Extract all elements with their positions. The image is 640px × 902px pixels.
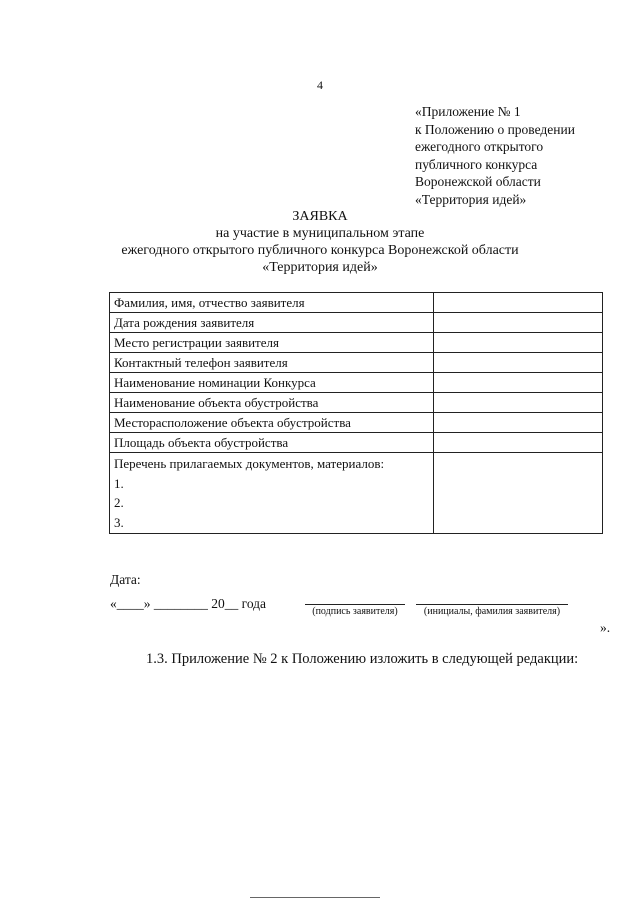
field-value-cell[interactable]: [434, 293, 603, 313]
closing-quote: ».: [600, 620, 611, 635]
document-item: 1.: [114, 475, 124, 491]
table-row: [110, 413, 603, 433]
table-row: [110, 313, 603, 333]
page-number: 4: [317, 78, 323, 92]
documents-cell: [110, 453, 434, 534]
form-subtitle-line: «Территория идей»: [262, 260, 378, 275]
appendix-line: Воронежской области: [415, 174, 541, 189]
appendix-line: «Приложение № 1: [415, 104, 521, 119]
form-heading: [0, 208, 640, 276]
amendment-paragraph: 1.3. Приложение № 2 к Положению изложить в следующей редакции:: [146, 651, 579, 667]
document-item: 2.: [114, 495, 124, 510]
appendix-reference: [415, 103, 575, 208]
field-value-cell[interactable]: [434, 313, 603, 333]
field-value-cell[interactable]: [434, 373, 603, 393]
date-label: Дата:: [110, 572, 141, 587]
field-label: Место регистрации заявителя: [110, 333, 434, 353]
table-row: [110, 333, 603, 353]
table-row: [110, 293, 603, 313]
appendix-line: ежегодного открытого: [415, 139, 544, 154]
signature-caption: (подпись заявителя): [305, 604, 405, 617]
field-value-cell[interactable]: [434, 333, 603, 353]
field-value-cell[interactable]: [434, 393, 603, 413]
field-label: Площадь объекта обустройства: [110, 433, 434, 453]
field-value-cell[interactable]: [434, 413, 603, 433]
field-value-cell[interactable]: [434, 433, 603, 453]
initials-caption: (инициалы, фамилия заявителя): [416, 604, 568, 617]
field-label: Контактный телефон заявителя: [110, 353, 434, 373]
field-value-cell[interactable]: [434, 453, 603, 534]
date-line: «____» ________ 20__ года: [110, 596, 267, 611]
table-row: [110, 433, 603, 453]
table-row: [110, 353, 603, 373]
application-form-table: [109, 292, 603, 534]
document-item: 3.: [114, 514, 124, 530]
table-row: [110, 453, 603, 534]
field-label: Наименование номинации Конкурса: [110, 373, 434, 393]
field-label: Наименование объекта обустройства: [110, 393, 434, 413]
appendix-line: к Положению о проведении: [415, 121, 575, 137]
field-label: Дата рождения заявителя: [110, 313, 434, 333]
table-row: [110, 373, 603, 393]
appendix-line: публичного конкурса: [415, 156, 538, 172]
field-label: Месторасположение объекта обустройства: [110, 413, 434, 433]
table-row: [110, 393, 603, 413]
form-title: ЗАЯВКА: [292, 209, 348, 224]
form-subtitle-line: ежегодного открытого публичного конкурса Воронежской области: [121, 243, 519, 258]
field-value-cell[interactable]: [434, 353, 603, 373]
appendix-line: «Территория идей»: [415, 191, 527, 207]
field-label: Фамилия, имя, отчество заявителя: [110, 293, 434, 313]
form-subtitle-line: на участие в муниципальном этапе: [215, 226, 425, 241]
documents-label: Перечень прилагаемых документов, материалов:: [114, 456, 385, 471]
bottom-divider: [250, 897, 380, 898]
